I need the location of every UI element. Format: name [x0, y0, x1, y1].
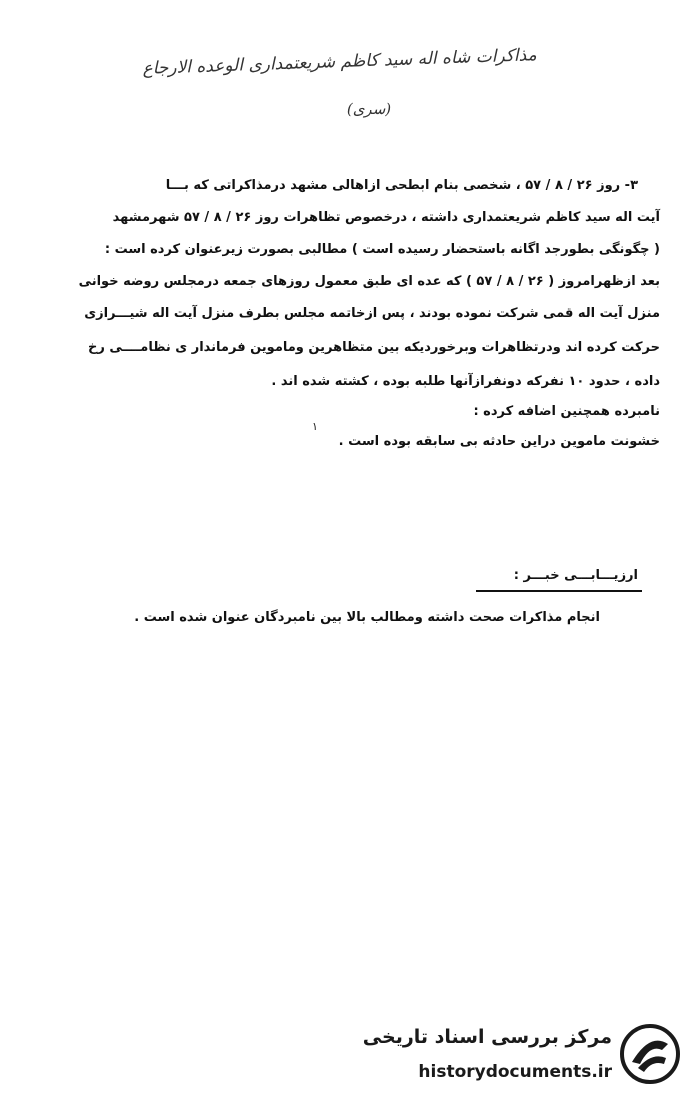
body-line-3: ( چگونگی بطورجد اگانه باستحضار رسیده است ) مطالبی بصورت زیرعنوان کرده است :: [104, 242, 660, 257]
body-line-5: منزل آیت اله قمی شرکت نموده بودند ، پس ازخاتمه مجلس بطرف منزل آیت اله شیـــرازی: [84, 306, 660, 321]
watermark: [362, 1018, 690, 1098]
body-line-9: خشونت ماموین دراین حادثه بی سابقه بوده است .: [338, 434, 660, 449]
watermark-title: مرکز بررسی اسناد تاریخی: [362, 1026, 612, 1048]
handwritten-note: مذاکرات شاه اله سید کاظم شریعتمداری الوعده الارجاع: [142, 45, 537, 79]
body-line-1: ۳- روز ۲۶ / ۸ / ۵۷ ، شخصی بنام ابطحی ازاهالی مشهد درمذاکراتی که بـــا: [165, 178, 638, 193]
watermark-url: historydocuments.ir: [418, 1062, 612, 1082]
body-line-8: نامبرده همچنین اضافه کرده :: [473, 404, 660, 419]
evaluation-heading: ارزیـــابـــی خبـــر :: [513, 568, 638, 583]
body-line-2: آیت اله سید کاظم شریعتمداری داشته ، درخصوص تظاهرات روز ۲۶ / ۸ / ۵۷ شهرمشهد: [112, 210, 660, 225]
handwritten-classification-tag: (سری): [346, 100, 392, 118]
margin-mark: ۱: [312, 420, 318, 433]
body-line-4: بعد ازظهرامروز ( ۲۶ / ۸ / ۵۷ ) که عده ای طبق معمول روزهای جمعه درمجلس روضه خوانی: [78, 274, 660, 289]
evaluation-text: انجام مذاکرات صحت داشته ومطالب بالا بین نامبردگان عنوان شده است .: [134, 610, 600, 625]
archive-logo-icon: [618, 1022, 682, 1086]
body-line-7: داده ، حدود ۱۰ نفرکه دونفرازآنها طلبه بوده ، کشته شده اند .: [271, 374, 660, 389]
evaluation-heading-underline: [476, 590, 642, 592]
body-line-6: حرکت کرده اند ودرتظاهرات وبرخوردیکه بین متظاهرین وماموین فرماندار ی نظامــــی رخ: [87, 340, 660, 355]
